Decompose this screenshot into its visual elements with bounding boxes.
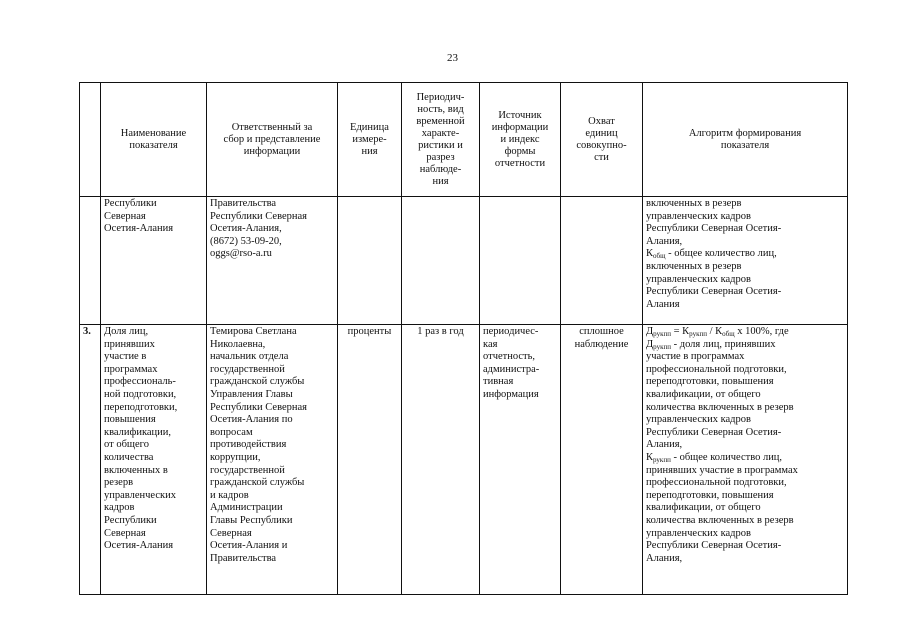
header-name: Наименование показателя (101, 83, 207, 197)
indicator-table (79, 82, 848, 595)
formula-tail: x 100%, где (734, 326, 789, 337)
k-definition: - общее количество лиц, включенных в резерв управленческих кадров Республики Северная Осетия- Алания (646, 248, 782, 310)
cell-responsible: Правительства Республики Северная Осетия-Алания, (8672) 53-09-20, oggs@rso-a.ru (207, 197, 338, 325)
header-periodicity: Периодич- ность, вид временной характе- ристики и разрез наблюде- ния (402, 83, 480, 197)
k-subscript: общ (653, 252, 666, 261)
formula-d: Д (646, 326, 654, 337)
formula-eq: = К (670, 326, 690, 337)
formula-k-subscript: рукпп (689, 330, 707, 338)
cell-source (480, 197, 561, 325)
header-source: Источник информации и индекс формы отчетности (480, 83, 561, 197)
k-subscript: рукпп (653, 455, 671, 464)
algorithm-text: включенных в резерв управленческих кадров Республики Северная Осетия- Алания, (646, 198, 782, 247)
cell-responsible: Темирова Светлана Николаевна, начальник отдела государственной гражданской службы Управления Главы Республики Северная Осетия-Алания по вопросам противодействия коррупции, государственной гражданской службы и кадров Администрации Главы Республики Северная Осетия-Алания и Правительства (207, 325, 338, 595)
cell-name: Республики Северная Осетия-Алания (101, 197, 207, 325)
cell-algorithm (643, 325, 848, 595)
header-num (80, 83, 101, 197)
header-unit: Единица измере- ния (338, 83, 402, 197)
cell-algorithm (643, 197, 848, 325)
cell-unit (338, 197, 402, 325)
cell-num (80, 197, 101, 325)
header-row (80, 83, 848, 197)
k-symbol: К (646, 451, 654, 463)
formula-div: / К (706, 326, 723, 337)
cell-coverage (561, 197, 643, 325)
header-responsible: Ответственный за сбор и представление информации (207, 83, 338, 197)
cell-coverage: сплошное наблюдение (561, 325, 643, 595)
cell-num: 3. (80, 325, 101, 595)
d-subscript: рукпп (653, 342, 671, 351)
cell-source: периодичес- кая отчетность, администра- тивная информация (480, 325, 561, 595)
k-symbol: К (646, 248, 654, 260)
d-symbol: Д (646, 338, 654, 350)
header-coverage: Охват единиц совокупно- сти (561, 83, 643, 197)
table-row-continuation (80, 197, 848, 325)
cell-unit: проценты (338, 325, 402, 595)
header-algorithm: Алгоритм формирования показателя (643, 83, 848, 197)
page-number: 23 (447, 52, 458, 64)
cell-periodicity: 1 раз в год (402, 325, 480, 595)
k-definition: - общее количество лиц, принявших участие в программах профессиональной подготовки, переподготовки, повышения квалификации, от общего количества включенных в резерв управленческих кадров Республики Северная Осетия- Алания, (646, 451, 798, 564)
formula-d-subscript: рукпп (653, 330, 671, 338)
d-definition: - доля лиц, принявших участие в программах профессиональной подготовки, переподготовки, повышения квалификации, от общего количества включенных в резерв управленческих кадров Республики Северная Осетия- Алания, (646, 338, 794, 451)
table-row-3 (80, 325, 848, 595)
cell-periodicity (402, 197, 480, 325)
formula-obsh-subscript: общ (722, 330, 735, 338)
cell-name: Доля лиц, принявших участие в программах профессиональ- ной подготовки, переподготовки, повышения квалификации, от общего количества включенных в резерв управленческих кадров Республики Северная Осетия-Алания (101, 325, 207, 595)
